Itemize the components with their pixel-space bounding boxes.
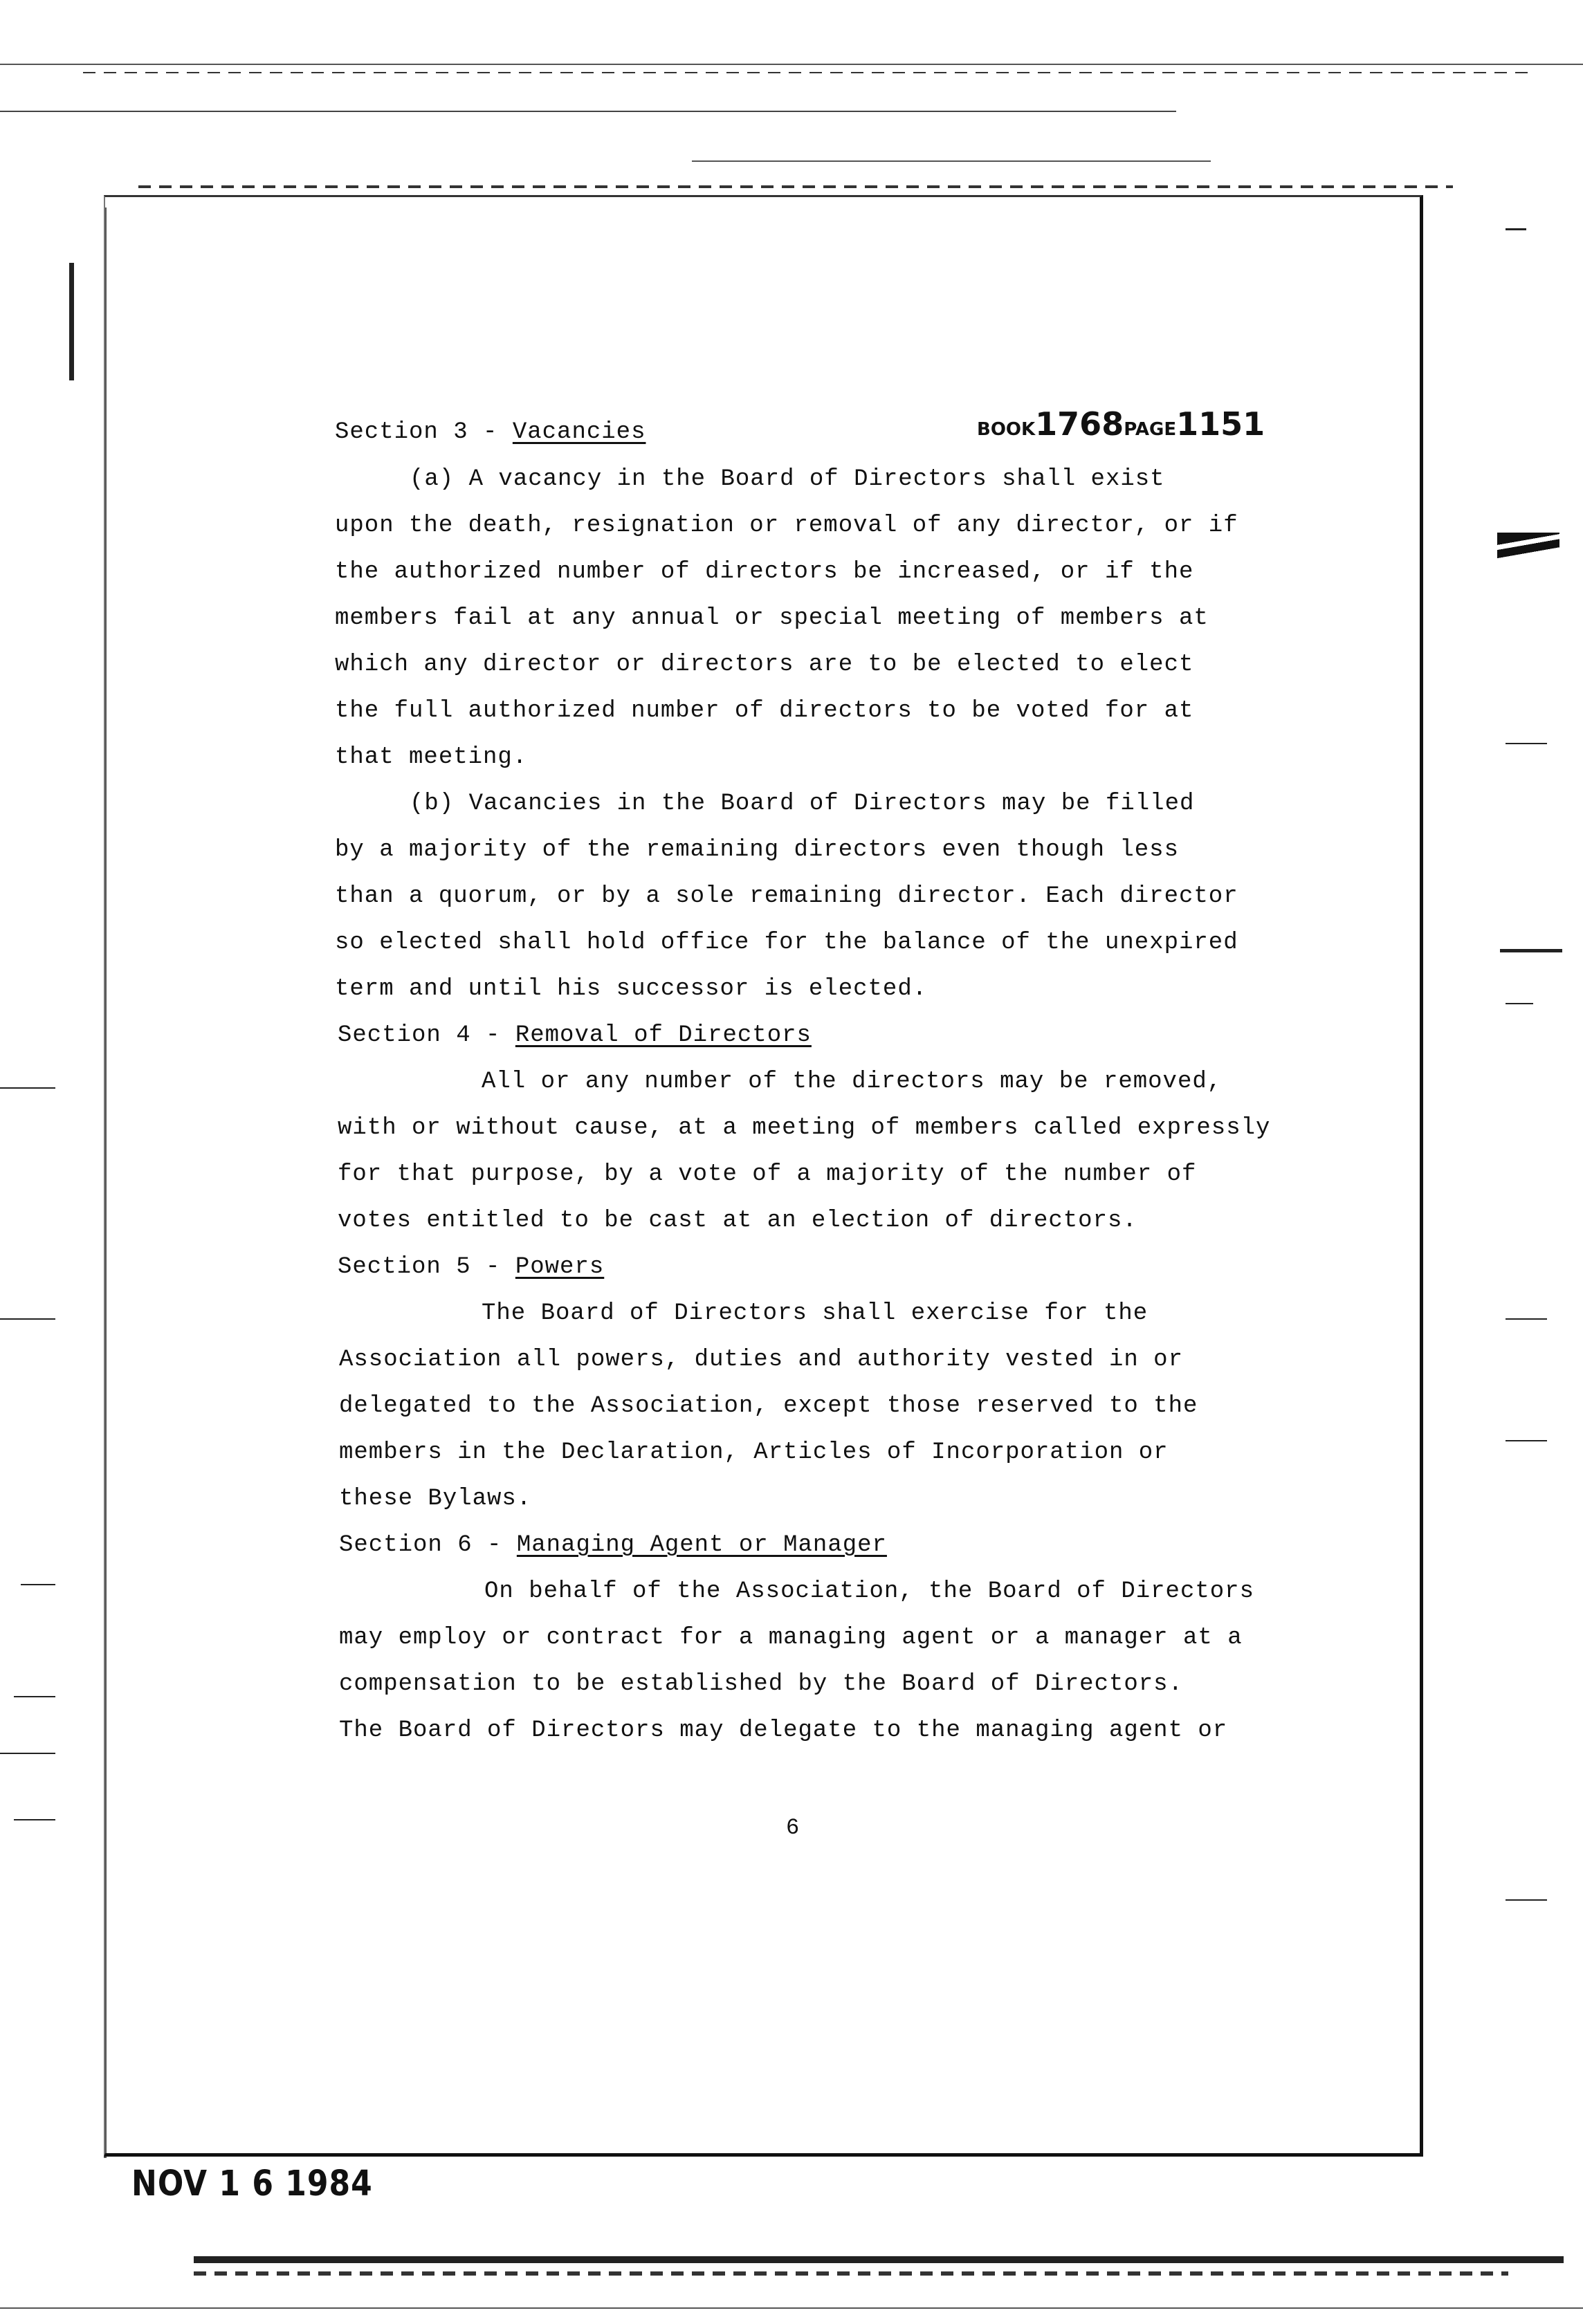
- section-title: Powers: [515, 1254, 605, 1280]
- paragraph-line: term and until his successor is elected.: [335, 976, 928, 1002]
- paragraph-line: delegated to the Association, except those reserved to the: [339, 1393, 1198, 1419]
- right-tick-2: [1506, 743, 1547, 744]
- paragraph-line: members fail at any annual or special meeting of members at: [335, 605, 1209, 631]
- paragraph-line: The Board of Directors may delegate to the managing agent or: [339, 1717, 1228, 1744]
- section-number-label: Section 3 -: [335, 419, 513, 445]
- scan-line-foot: [0, 2307, 1583, 2309]
- paragraph-line: (b) Vacancies in the Board of Directors may be filled: [410, 791, 1195, 817]
- left-tick-5: [0, 1753, 55, 1754]
- section-title: Vacancies: [512, 419, 646, 445]
- left-tick-3: [21, 1584, 55, 1585]
- scan-line-frame-top: [138, 185, 1453, 188]
- book-page-reference: [977, 405, 1265, 443]
- paragraph-line: by a majority of the remaining directors even though less: [335, 837, 1179, 863]
- left-margin-bar: [69, 263, 74, 380]
- paragraph-line: with or without cause, at a meeting of members called expressly: [338, 1115, 1271, 1141]
- page-prefix: PAGE: [1124, 419, 1177, 440]
- right-tick-6: [1506, 1440, 1547, 1441]
- book-number: 1768: [1035, 405, 1124, 443]
- section-heading: [338, 1022, 812, 1049]
- page-number-ref: 1151: [1176, 405, 1265, 443]
- left-tick-4: [14, 1696, 55, 1697]
- section-title: Managing Agent or Manager: [516, 1532, 887, 1558]
- left-tick-1: [0, 1087, 55, 1089]
- right-tick-1: [1506, 228, 1526, 230]
- section-number-label: Section 6 -: [339, 1532, 517, 1558]
- paragraph-line: All or any number of the directors may be removed,: [482, 1069, 1223, 1095]
- left-tick-6: [14, 1819, 55, 1820]
- book-prefix: BOOK: [977, 419, 1036, 440]
- paragraph-line: that meeting.: [335, 744, 528, 771]
- right-tick-4: [1506, 1003, 1533, 1004]
- paragraph-line: Association all powers, duties and authority vested in or: [339, 1347, 1183, 1373]
- paragraph-line: On behalf of the Association, the Board of Directors: [484, 1578, 1254, 1605]
- paragraph-line: which any director or directors are to be elected to elect: [335, 652, 1194, 678]
- paragraph-line: than a quorum, or by a sole remaining director. Each director: [335, 883, 1238, 910]
- paragraph-line: upon the death, resignation or removal of any director, or if: [335, 513, 1238, 539]
- scan-line-top-dashed: [83, 72, 1536, 73]
- right-tick-5: [1506, 1318, 1547, 1320]
- recording-date-stamp: NOV 1 6 1984: [131, 2164, 373, 2204]
- scan-line-bottom-dashed: [194, 2271, 1508, 2276]
- scan-line-top: [0, 64, 1583, 65]
- right-tick-3: [1500, 949, 1562, 952]
- paragraph-line: these Bylaws.: [339, 1486, 532, 1512]
- paragraph-line: The Board of Directors shall exercise for the: [482, 1300, 1149, 1327]
- section-heading: [339, 1532, 887, 1558]
- section-heading: [335, 419, 646, 445]
- section-number-label: Section 5 -: [338, 1254, 515, 1280]
- paragraph-line: votes entitled to be cast at an election of directors.: [338, 1208, 1137, 1234]
- scan-line-mid: [692, 160, 1211, 162]
- scan-line-upper: [0, 111, 1176, 112]
- paragraph-line: for that purpose, by a vote of a majority of the number of: [338, 1161, 1197, 1188]
- paragraph-line: members in the Declaration, Articles of Incorporation or: [339, 1439, 1169, 1466]
- section-heading: [338, 1254, 604, 1280]
- section-title: Removal of Directors: [515, 1022, 812, 1049]
- right-wedge: [1497, 533, 1559, 563]
- scan-line-bottom: [194, 2256, 1564, 2263]
- paragraph-line: may employ or contract for a managing agent or a manager at a: [339, 1625, 1243, 1651]
- left-tick-2: [0, 1318, 55, 1320]
- paragraph-line: the full authorized number of directors to be voted for at: [335, 698, 1194, 724]
- paragraph-line: (a) A vacancy in the Board of Directors shall exist: [410, 466, 1165, 492]
- paragraph-line: compensation to be established by the Board of Directors.: [339, 1671, 1183, 1697]
- section-number-label: Section 4 -: [338, 1022, 515, 1049]
- page-number: 6: [786, 1815, 800, 1841]
- paragraph-line: so elected shall hold office for the balance of the unexpired: [335, 930, 1238, 956]
- paragraph-line: the authorized number of directors be increased, or if the: [335, 559, 1194, 585]
- right-tick-7: [1506, 1899, 1547, 1901]
